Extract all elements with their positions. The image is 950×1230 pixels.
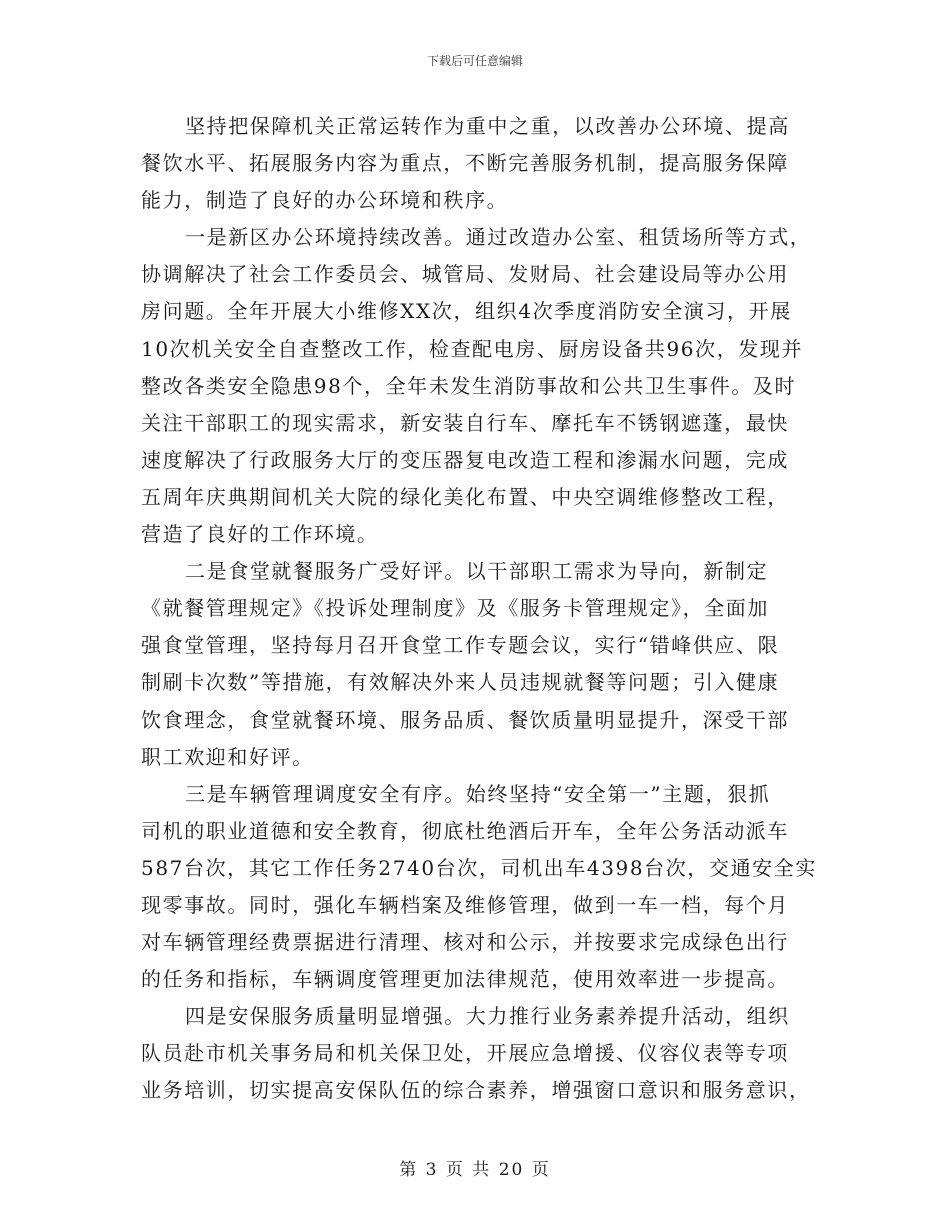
text-line: 二是食堂就餐服务广受好评。以干部职工需求为导向，新制定 (185, 559, 769, 584)
text-line: 的任务和指标，车辆调度管理更加法律规范，使用效率进一步提高。 (141, 967, 789, 992)
paragraph-canteen (141, 553, 811, 776)
page-header: 下载后可任意编辑 (426, 54, 523, 68)
text-line: 营造了良好的工作环境。 (141, 522, 379, 547)
paragraph-office-environment (141, 219, 811, 553)
text-line: 强食堂管理，坚持每月召开食堂工作专题会议，实行“错峰供应、限 (141, 633, 780, 658)
text-line: 《就餐管理规定》《投诉处理制度》及《服务卡管理规定》，全面加 (141, 596, 769, 621)
text-line: 业务培训，切实提高安保队伍的综合素养，增强窗口意识和服务意识， (141, 1078, 811, 1103)
text-line: 司机的职业道德和安全教育，彻底杜绝酒后开车，全年公务活动派车 (141, 818, 789, 843)
text-line: 协调解决了社会工作委员会、城管局、发财局、社会建设局等办公用 (141, 262, 789, 287)
text-line: 房问题。全年开展大小维修XX次，组织4次季度消防安全演习，开展 (141, 299, 792, 324)
text-line: 职工欢迎和好评。 (141, 744, 314, 769)
paragraph-vehicles (141, 776, 817, 999)
text-line: 四是安保服务质量明显增强。大力推行业务素养提升活动，组织 (185, 1004, 790, 1029)
text-line: 三是车辆管理调度安全有序。始终坚持“安全第一”主题，狠抓 (185, 781, 771, 806)
paragraph-intro (141, 108, 811, 219)
text-line: 饮食理念，食堂就餐环境、服务品质、餐饮质量明显提升，深受干部 (141, 707, 789, 732)
text-line: 整改各类安全隐患98个，全年未发生消防事故和公共卫生事件。及时 (141, 373, 797, 398)
document-body (141, 108, 817, 1110)
page-footer: 第 3 页 共 20 页 (399, 1160, 551, 1180)
text-line: 坚持把保障机关正常运转作为重中之重，以改善办公环境、提高 (185, 114, 790, 138)
text-line: 现零事故。同时，强化车辆档案及维修管理，做到一车一档，每个月 (141, 892, 789, 917)
text-line: 对车辆管理经费票据进行清理、核对和公示，并按要求完成绿色出行 (141, 930, 789, 955)
paragraph-security (141, 998, 811, 1109)
text-line: 一是新区办公环境持续改善。通过改造办公室、租赁场所等方式， (185, 225, 812, 250)
text-line: 餐饮水平、拓展服务内容为重点，不断完善服务机制，提高服务保障 (141, 151, 789, 176)
text-line: 速度解决了行政服务大厅的变压器复电改造工程和渗漏水问题，完成 (141, 447, 789, 472)
text-line: 制刷卡次数”等措施，有效解决外来人员违规就餐等问题；引入健康 (141, 670, 780, 695)
text-line: 五周年庆典期间机关大院的绿化美化布置、中央空调维修整改工程， (141, 484, 789, 509)
text-line: 队员赴市机关事务局和机关保卫处，开展应急增援、仪容仪表等专项 (141, 1041, 789, 1066)
text-line: 关注干部职工的现实需求，新安装自行车、摩托车不锈钢遮蓬，最快 (141, 410, 789, 435)
text-line: 10次机关安全自查整改工作，检查配电房、厨房设备共96次，发现并 (141, 336, 804, 361)
text-line: 587台次，其它工作任务2740台次，司机出车4398台次，交通安全实 (141, 855, 817, 880)
text-line: 能力，制造了良好的办公环境和秩序。 (141, 188, 509, 213)
